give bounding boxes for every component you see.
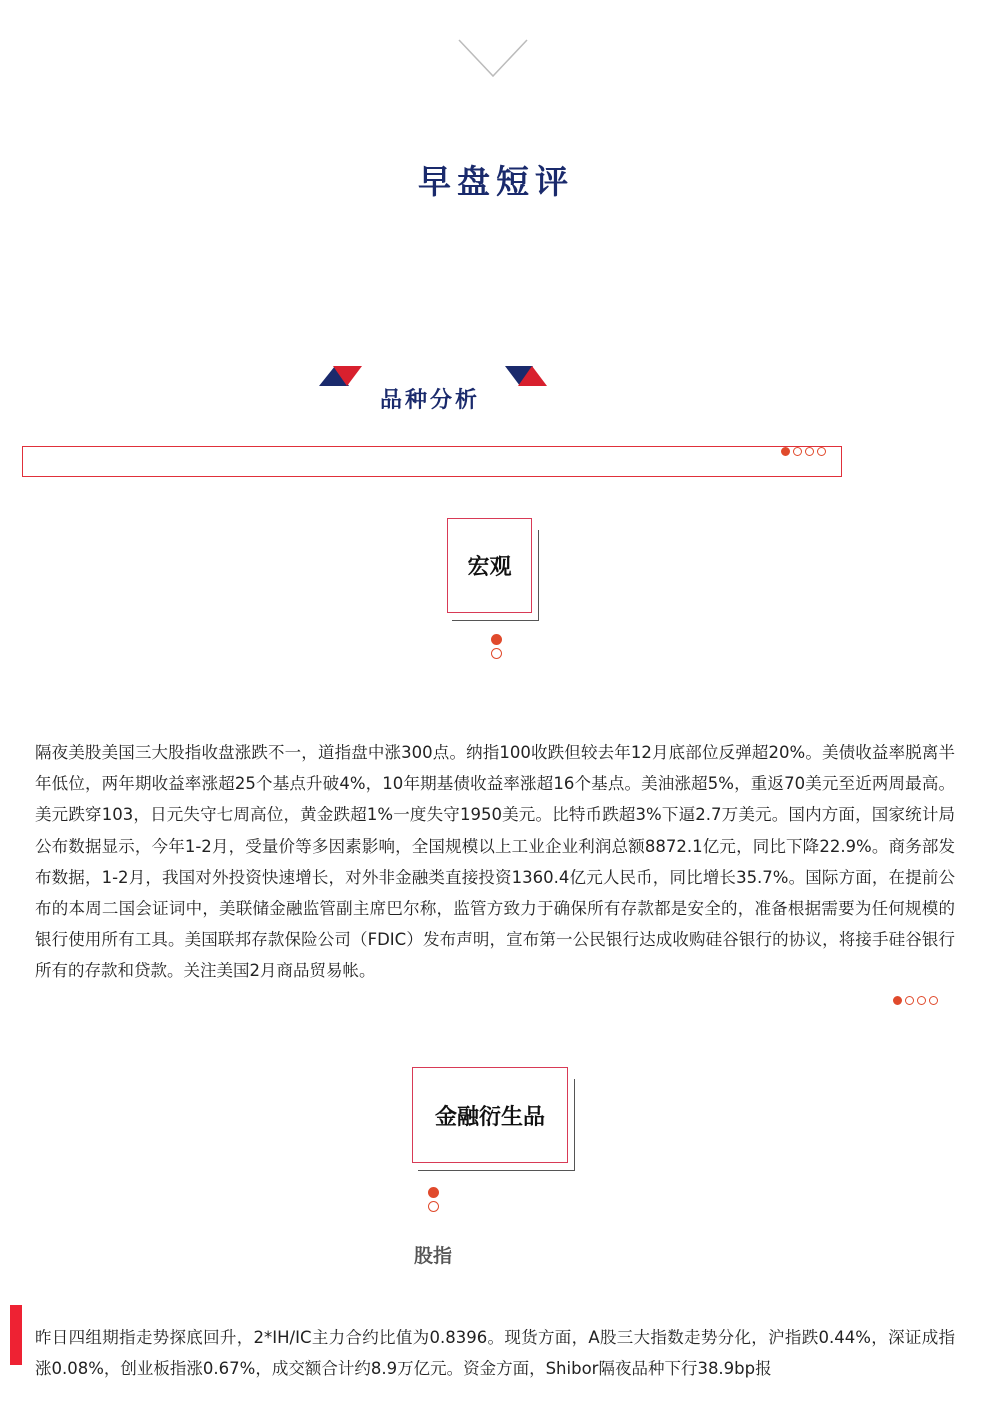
dot-icon (893, 996, 902, 1005)
dot-icon (905, 996, 914, 1005)
dot-icon (793, 447, 802, 456)
page-title: 早盘短评 (418, 162, 574, 201)
section-label-macro: 宏观 (447, 518, 532, 613)
stock-index-paragraph: 昨日四组期指走势探底回升，2*IH/IC主力合约比值为0.8396。现货方面，A股三大指数走势分化，沪指跌0.44%，深证成指涨0.08%，创业板指涨0.67%，成交额合计约8.9万亿元。资金方面，Shibor隔夜品种下行38.9bp报 (35, 1328, 955, 1379)
dot-icon (428, 1187, 439, 1198)
section-title: 品种分析 (379, 388, 480, 413)
dot-icon (491, 648, 502, 659)
macro-paragraph: 隔夜美股美国三大股指收盘涨跌不一，道指盘中涨300点。纳指100收跌但较去年12月底部位反弹超20%。美债收益率脱离半年低位，两年期收益率涨超25个基点升破4%，10年期基债收益率涨超16个基点。美油涨超5%，重返70美元至近两周最高。美元跌穿103，日元失守七周高位，黄金跌超1%一度失守1950美元。比特币跌超3%下逼2.7万美元。国内方面，国家统计局公布数据显示，今年1-2月，受量价等多因素影响，全国规模以上工业企业利润总额8872.1亿元，同比下降22.9%。商务部发布数据，1-2月，我国对外投资快速增长，对外非金融类直接投资1360.4亿元人民币，同比增长35.7%。国际方面，在提前公布的本周二国会证词中，美联储金融监管副主席巴尔称，监管方致力于确保所有存款都是安全的，准备根据需要为任何规模的银行使用所有工具。美国联邦存款保险公司（FDIC）发布声明，宣布第一公民银行达成收购硅谷银行的协议，将接手硅谷银行所有的存款和贷款。关注美国2月商品贸易帐。 (35, 743, 955, 981)
pagination-dots (781, 447, 826, 456)
dot-icon (428, 1201, 439, 1212)
dot-icon (781, 447, 790, 456)
side-marker (10, 1305, 22, 1365)
chevron-down-icon (455, 36, 531, 82)
dot-icon (929, 996, 938, 1005)
dot-icon (805, 447, 814, 456)
subheading-stock-index: 股指 (413, 1245, 452, 1267)
dot-icon (817, 447, 826, 456)
dot-icon (917, 996, 926, 1005)
section-banner (22, 446, 842, 477)
section-label-derivatives: 金融衍生品 (412, 1067, 568, 1163)
pagination-dots (893, 996, 938, 1005)
dot-icon (491, 634, 502, 645)
